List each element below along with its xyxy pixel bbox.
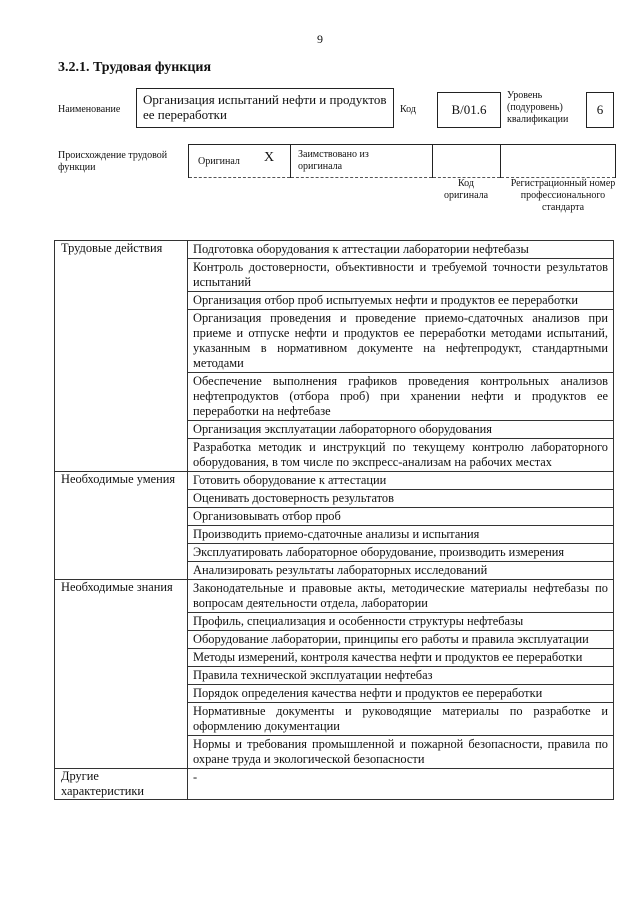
- other-label: Другие характеристики: [55, 769, 188, 800]
- list-item: Обеспечение выполнения графиков проведения контрольных анализов нефтепродуктов (отбора проб) при хранении нефти и продуктов ее переработки на нефтебазе: [188, 373, 614, 421]
- code-label: Код: [400, 104, 416, 115]
- code-original-label: Код оригинала: [443, 178, 489, 201]
- list-item: Порядок определения качества нефти и продуктов ее переработки: [188, 685, 614, 703]
- level-label: Уровень (подуровень) квалификации: [507, 90, 569, 125]
- name-label: Наименование: [58, 104, 121, 115]
- code-value: B/01.6: [437, 92, 501, 128]
- table-row: [55, 241, 614, 259]
- skills-label: Необходимые умения: [55, 472, 188, 580]
- list-item: Организация отбор проб испытуемых нефти и продуктов ее переработки: [188, 292, 614, 310]
- name-value: Организация испытаний нефти и продуктов ее переработки: [136, 88, 394, 128]
- code-original-cell: [432, 144, 500, 178]
- list-item: Законодательные и правовые акты, методические материалы нефтебазы по вопросам деятельности отдела, лаборатории: [188, 580, 614, 613]
- original-mark: X: [264, 150, 275, 165]
- reg-number-label: Регистрационный номер профессионального стандарта: [510, 178, 616, 213]
- list-item: Оценивать достоверность результатов: [188, 490, 614, 508]
- table-row: [55, 580, 614, 613]
- origin-label: Происхождение трудовой функции: [58, 150, 168, 173]
- function-table: [54, 240, 614, 800]
- original-label: Оригинал: [198, 156, 240, 167]
- list-item: Подготовка оборудования к аттестации лаборатории нефтебазы: [188, 241, 614, 259]
- knowledge-label: Необходимые знания: [55, 580, 188, 769]
- section-title: 3.2.1. Трудовая функция: [58, 60, 212, 75]
- list-item: Контроль достоверности, объективности и требуемой точности результатов испытаний: [188, 259, 614, 292]
- labor-actions-label: Трудовые действия: [55, 241, 188, 472]
- list-item: Профиль, специализация и особенности структуры нефтебазы: [188, 613, 614, 631]
- list-item: Готовить оборудование к аттестации: [188, 472, 614, 490]
- list-item: Организация эксплуатации лабораторного оборудования: [188, 421, 614, 439]
- list-item: Нормативные документы и руководящие материалы по разработке и оформлению документации: [188, 703, 614, 736]
- level-value: 6: [586, 92, 614, 128]
- table-row: [55, 472, 614, 490]
- other-value: -: [188, 769, 614, 800]
- list-item: Эксплуатировать лабораторное оборудование, производить измерения: [188, 544, 614, 562]
- list-item: Правила технической эксплуатации нефтебаз: [188, 667, 614, 685]
- borrowed-label: Заимствовано из оригинала: [298, 149, 369, 172]
- list-item: Организация проведения и проведение приемо-сдаточных анализов при приеме и отпуске нефти и продуктов ее переработки методами испытаний, указанным в нормативном документе на нефтепродукт, стандартными методами: [188, 310, 614, 373]
- list-item: Организовывать отбор проб: [188, 508, 614, 526]
- list-item: Методы измерений, контроля качества нефти и продуктов ее переработки: [188, 649, 614, 667]
- list-item: Оборудование лаборатории, принципы его работы и правила эксплуатации: [188, 631, 614, 649]
- reg-number-cell: [500, 144, 616, 178]
- list-item: Анализировать результаты лабораторных исследований: [188, 562, 614, 580]
- list-item: Разработка методик и инструкций по текущему контролю лабораторного оборудования, в том числе по экспресс-анализам на рабочих местах: [188, 439, 614, 472]
- list-item: Нормы и требования промышленной и пожарной безопасности, правила по охране труда и экологической безопасности: [188, 736, 614, 769]
- page-number: 9: [317, 32, 323, 46]
- table-row: [55, 769, 614, 800]
- list-item: Производить приемо-сдаточные анализы и испытания: [188, 526, 614, 544]
